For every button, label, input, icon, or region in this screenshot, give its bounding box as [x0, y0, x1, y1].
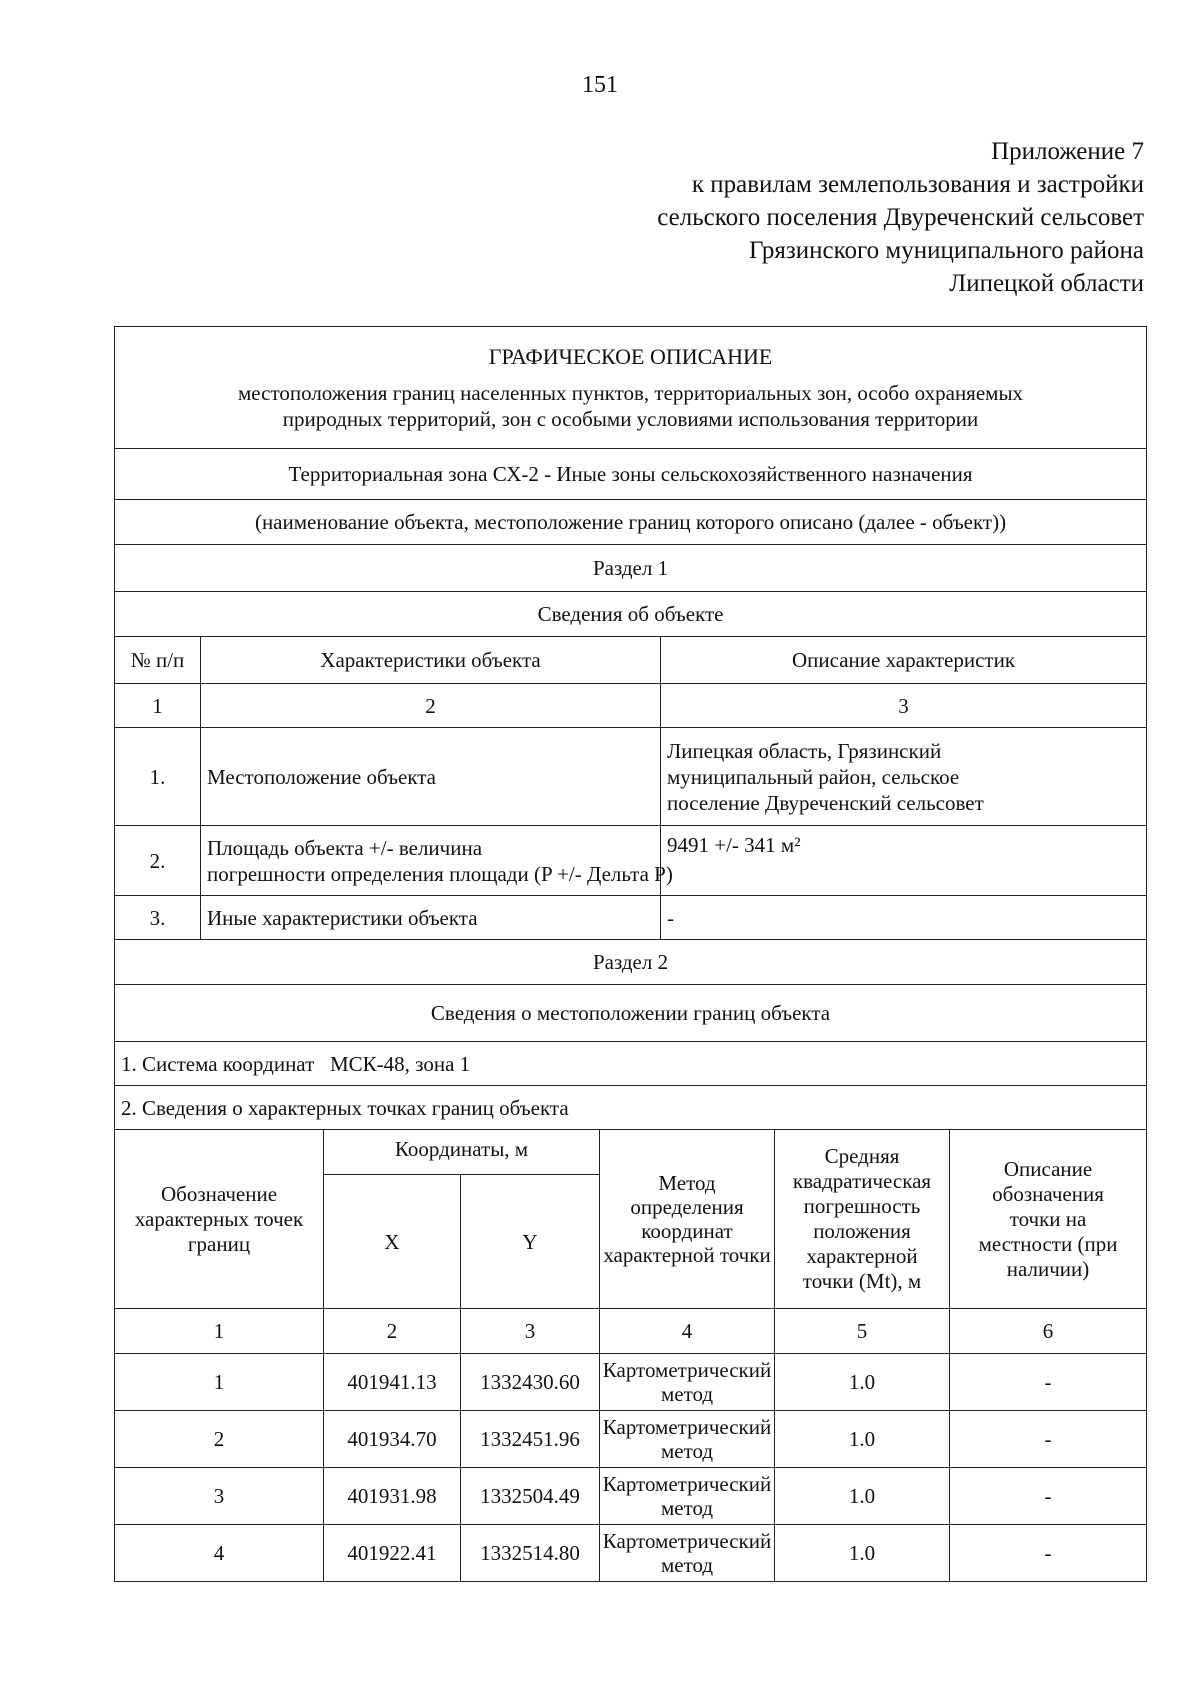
point-error: 1.0	[775, 1525, 950, 1582]
method-line: метод	[660, 1553, 714, 1577]
header-line: Обозначение	[160, 1181, 278, 1206]
object-name: Территориальная зона СХ-2 - Иные зоны сельскохозяйственного назначения	[115, 449, 1147, 500]
header-x: X	[324, 1175, 461, 1309]
column-number: 3	[461, 1309, 600, 1354]
characteristic-location: Местоположение объекта	[201, 728, 661, 826]
header-line: погрешность	[803, 1194, 921, 1218]
method-line: Картометрический	[602, 1415, 772, 1439]
point-description: -	[950, 1354, 1147, 1411]
section1-title: Раздел 1	[115, 545, 1147, 592]
row-number: 2.	[115, 826, 201, 896]
table-row	[115, 1354, 1147, 1411]
header-characteristic: Характеристики объекта	[201, 637, 661, 684]
description-area: 9491 +/- 341 м²	[661, 826, 1147, 896]
header-line: определения	[630, 1195, 744, 1219]
header-line: координат	[641, 1219, 733, 1243]
description-location	[661, 728, 1147, 826]
point-y: 1332504.49	[461, 1468, 600, 1525]
point-x: 401941.13	[324, 1354, 461, 1411]
points-title: 2. Сведения о характерных точках границ объекта	[115, 1086, 1147, 1130]
section2-title: Раздел 2	[115, 940, 1147, 985]
point-x: 401922.41	[324, 1525, 461, 1582]
header-y: Y	[461, 1175, 600, 1309]
table-row	[115, 1525, 1147, 1582]
column-number: 4	[600, 1309, 775, 1354]
point-y: 1332514.80	[461, 1525, 600, 1582]
point-y: 1332430.60	[461, 1354, 600, 1411]
column-number: 1	[115, 684, 201, 728]
characteristic-other: Иные характеристики объекта	[201, 896, 661, 940]
characteristic-line: Площадь объекта +/- величина	[207, 835, 483, 860]
header-line: Описание	[1003, 1156, 1093, 1181]
description-line: муниципальный район, сельское	[667, 764, 960, 789]
page-number: 151	[582, 72, 618, 98]
header-description: Описание характеристик	[661, 637, 1147, 684]
description-line: Липецкая область, Грязинский	[667, 738, 942, 763]
point-error: 1.0	[775, 1354, 950, 1411]
appendix-line: сельского поселения Двуреченский сельсовет	[657, 204, 1144, 231]
table-row	[115, 1468, 1147, 1525]
form-title-cell	[115, 327, 1147, 449]
column-number: 2	[201, 684, 661, 728]
point-method	[600, 1468, 775, 1525]
method-line: Картометрический	[602, 1358, 772, 1382]
header-line: характерных точек	[134, 1206, 304, 1231]
method-line: метод	[660, 1439, 714, 1463]
header-line: точки (Mt), м	[802, 1269, 922, 1293]
section1-subtitle: Сведения об объекте	[115, 592, 1147, 637]
table-row	[115, 1411, 1147, 1468]
header-line: Метод	[658, 1171, 716, 1195]
characteristic-area	[201, 826, 673, 896]
header-line: обозначения	[992, 1181, 1104, 1206]
point-x: 401931.98	[324, 1468, 461, 1525]
method-line: Картометрический	[602, 1472, 772, 1496]
point-id: 1	[115, 1354, 324, 1411]
appendix-line: к правилам землепользования и застройки	[691, 171, 1144, 198]
header-line: наличии)	[1006, 1256, 1090, 1281]
point-x: 401934.70	[324, 1411, 461, 1468]
method-line: метод	[660, 1382, 714, 1406]
header-point-description	[950, 1130, 1147, 1309]
appendix-line: Приложение 7	[991, 138, 1144, 165]
header-line: характерной	[806, 1244, 918, 1268]
point-method	[600, 1411, 775, 1468]
form-subtitle-line: местоположения границ населенных пунктов, территориальных зон, особо охраняемых	[238, 380, 1024, 405]
header-mean-error	[775, 1130, 950, 1309]
section2-subtitle: Сведения о местоположении границ объекта	[115, 985, 1147, 1042]
column-number: 2	[324, 1309, 461, 1354]
point-description: -	[950, 1525, 1147, 1582]
point-method	[600, 1525, 775, 1582]
form-subtitle-line: природных территорий, зон с особыми условиями использования территории	[282, 406, 979, 431]
header-designation	[115, 1130, 324, 1309]
column-number: 3	[661, 684, 1147, 728]
column-number: 5	[775, 1309, 950, 1354]
header-num: № п/п	[115, 637, 201, 684]
point-error: 1.0	[775, 1411, 950, 1468]
header-coordinates: Координаты, м	[324, 1130, 600, 1175]
header-line: положения	[813, 1219, 911, 1243]
description-line: поселение Двуреченский сельсовет	[667, 790, 984, 815]
header-line: квадратическая	[792, 1169, 932, 1193]
point-error: 1.0	[775, 1468, 950, 1525]
graphic-description-form	[114, 326, 1147, 1582]
characteristic-line: погрешности определения площади (P +/- Дельта P)	[207, 861, 673, 886]
point-id: 2	[115, 1411, 324, 1468]
method-line: Картометрический	[602, 1529, 772, 1553]
object-caption: (наименование объекта, местоположение границ которого описано (далее - объект))	[115, 500, 1147, 545]
form-title: ГРАФИЧЕСКОЕ ОПИСАНИЕ	[488, 343, 773, 369]
point-id: 4	[115, 1525, 324, 1582]
header-line: точки на	[1009, 1206, 1087, 1231]
row-number: 1.	[115, 728, 201, 826]
header-line: Средняя	[824, 1144, 900, 1168]
coordinate-system: 1. Система координат МСК-48, зона 1	[115, 1042, 1147, 1086]
column-number: 1	[115, 1309, 324, 1354]
header-line: местности (при	[978, 1231, 1118, 1256]
appendix-line: Грязинского муниципального района	[749, 237, 1144, 264]
description-other: -	[661, 896, 1147, 940]
appendix-line: Липецкой области	[949, 270, 1144, 297]
appendix-header	[657, 135, 1144, 300]
point-id: 3	[115, 1468, 324, 1525]
header-line: характерной точки	[603, 1243, 771, 1267]
point-description: -	[950, 1468, 1147, 1525]
point-method	[600, 1354, 775, 1411]
column-number: 6	[950, 1309, 1147, 1354]
point-y: 1332451.96	[461, 1411, 600, 1468]
method-line: метод	[660, 1496, 714, 1520]
point-description: -	[950, 1411, 1147, 1468]
header-line: границ	[187, 1231, 251, 1256]
header-method	[600, 1130, 775, 1309]
row-number: 3.	[115, 896, 201, 940]
